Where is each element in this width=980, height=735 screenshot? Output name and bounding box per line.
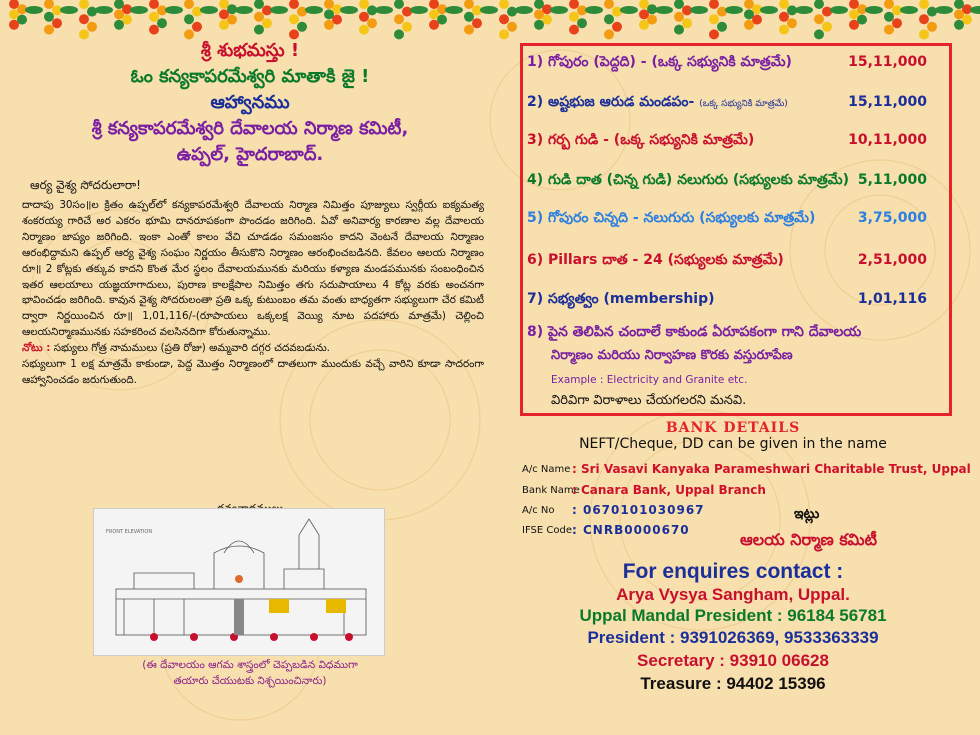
donation-amount: 15,11,000 [848, 54, 927, 70]
bankname-label: Bank Name [522, 485, 580, 496]
donation-row-5 [527, 210, 927, 229]
donation-row-4 [527, 172, 927, 191]
ifsc-value: : CNRB0000670 [572, 523, 690, 537]
donation-amount: 5,11,000 [857, 172, 927, 188]
sign-committee: ఆలయ నిర్మాణ కమిటీ [740, 530, 877, 549]
item8-line1: 8) పైన తెలిపిన చందాలే కాకుండ ఏరూపకంగా గాని దేవాలయ [527, 324, 862, 340]
bank-details-subtitle: NEFT/Cheque, DD can be given in the name [579, 436, 887, 452]
caption-line-2: తయారు చేయుటకు నిశ్చయించినారు) [173, 675, 327, 687]
temple-drawing-icon [94, 509, 384, 655]
invitation-title: ఆహ్వానము [210, 92, 290, 113]
bankname-value: : Canara Bank, Uppal Branch [572, 483, 766, 497]
donation-row-7 [527, 291, 927, 310]
donation-label: 1) గోపురం (పెద్దది) - (ఒక్క సభ్యునికి మాత్రమే) [527, 54, 792, 70]
item8-example: Example : Electricity and Granite etc. [551, 374, 748, 386]
donation-amount: 15,11,000 [848, 94, 927, 110]
acno-label: A/c No [522, 505, 555, 516]
body-paragraph: దాదాపు 30సం॥ల క్రితం ఉప్పల్‌లో కన్యకాపరమేశ్వరి దేవాలయ నిర్మాణ నిమిత్తం పూజ్యులు స్వర్గీయ ఐక్యమత్య శంకరయ్య గారిచే అర ఎకరం భూమి దానరూపకంగా పొందడం జరిగింది. ఏవో అనివార్య కారణాల వల్ల దేవాలయ నిర్మాణం జాప్యం జరిగింది. ఇంకా ఎంతో కాలం వేచి చూడడం సమంజసం కాదని వెంటనే దేవాలయ నిర్మాణం ఆరంభిద్దామని ఉప్పల్ ఆర్య వైశ్య సంఘం నిర్ణయం తీసుకొని నిర్మాణం ఆరంభించబడినది. కేవలం ఆలయ నిర్మాణం రూ॥ 2 కోట్లకు తక్కువ కాదని కొంత మేర స్థలం దేవాలయమునకు మరియు కళ్యాణ మండపమునకు సంబంధించిన ఇతర ఆలయాలు యజ్ఞయాగాదులు, పురాణ కాలక్షేపాల నిమిత్తం తగు సదుపాయాలు 4 కోట్ల వరకు అంచనగా భావించడం జరిగింది. కావున వైశ్య సోదరులంతా ప్రతి ఒక్క కుటుంబం తమ వంతు బాధ్యతగా సభ్యులుగా చేర కమిటీ ద్వారా నిర్ణయించిన రూ॥ 1,01,116/-(రూపాయలు ఒక్కలక్ష వెయ్యి నూట పదహారు మాత్రమే) చెల్లించి ఆలయనిర్మాణమునకు సహకరించ వలసినదిగా కోరుతున్నాము. [22, 199, 484, 339]
greeting: ఆర్య వైశ్య సోదరులారా! [30, 178, 141, 192]
contact-org: Arya Vysya Sangham, Uppal. [616, 585, 850, 604]
donation-row-2 [527, 94, 927, 113]
donation-amount: 1,01,116 [857, 291, 927, 307]
note-label: నోటు : [22, 342, 51, 355]
item8-line2: నిర్మాణం మరియు నిర్వాహణ కొరకు వస్తురూపేణ [551, 348, 793, 363]
invocation-line: ఓం కన్యకాపరమేశ్వరి మాతాకి జై ! [130, 66, 370, 87]
contact-title: For enquires contact : [622, 560, 844, 583]
extra-text: సభ్యులుగా 1 లక్ష మాత్రమే కాకుండా, పెద్ద మొత్తం నిర్మాణంలో దాతలుగా ముందుకు వచ్చే వారిని కూడా సాదరంగా ఆహ్వానించడం జరుగుతుంది. [22, 358, 484, 386]
location-line: ఉప్పల్, హైదరాబాద్. [176, 144, 324, 165]
donation-amount: 3,75,000 [857, 210, 927, 226]
item8-line3: విరివిగా విరాళాలు చేయగలరని మనవి. [551, 393, 747, 408]
donation-note: (ఒక్క సభ్యునికి మాత్రమే) [699, 99, 788, 109]
acname-label: A/c Name [522, 464, 571, 475]
blessing-line: శ్రీ శుభమస్తు ! [200, 40, 300, 61]
contact-treasure: Treasure : 94402 15396 [640, 674, 826, 693]
invitation-body [22, 198, 484, 389]
donation-amount: 10,11,000 [848, 132, 927, 148]
donation-label: 4) గుడి దాత (చిన్న గుడి) నలుగురు (సభ్యులకు మాత్రమే) [527, 172, 850, 188]
temple-elevation-drawing [93, 508, 385, 656]
donation-row-3 [527, 132, 927, 151]
donation-label: 3) గర్బ గుడి - (ఒక్క సభ్యునికి మాత్రమే) [527, 132, 755, 148]
bank-details-title: BANK DETAILS [665, 420, 801, 436]
donation-label: 7) సభ్యత్వం (membership) [527, 291, 715, 307]
acno-value: : 0670101030967 [572, 503, 705, 517]
caption-line-1: (ఈ దేవాలయం ఆగమ శాస్త్రంలో చెప్పబడిన విధముగా [142, 659, 358, 671]
contact-president: President : 9391026369, 9533363339 [587, 628, 879, 647]
elevation-label: FRONT ELEVATION [106, 529, 153, 535]
committee-title: శ్రీ కన్యకాపరమేశ్వరి దేవాలయ నిర్మాణ కమిటీ, [91, 118, 409, 139]
donation-label: 2) అష్టభుజ ఆరుడ మండపం- [527, 94, 695, 110]
note-text: సభ్యులు గోత్ర నామములు (ప్రతి రోజు) అమ్మవారి దగ్గర చదవబడును. [53, 342, 330, 355]
donation-row-6 [527, 252, 927, 271]
donation-label: 6) Pillars దాత - 24 (సభ్యులకు మాత్రమే) [527, 252, 784, 268]
ifsc-label: IFSE Code [522, 525, 572, 536]
acname-value: : Sri Vasavi Kanyaka Parameshwari Charitable Trust, Uppal [572, 462, 971, 476]
donation-amount: 2,51,000 [857, 252, 927, 268]
contact-secretary: Secretary : 93910 06628 [637, 651, 829, 670]
contact-mandal-president: Uppal Mandal President : 96184 56781 [579, 606, 887, 625]
donation-label: 5) గోపురం చిన్నది - నలుగురు (సభ్యులకు మాత్రమే) [527, 210, 816, 226]
sign-itlu: ఇట్లు [794, 506, 820, 522]
donation-row-1 [527, 54, 927, 73]
